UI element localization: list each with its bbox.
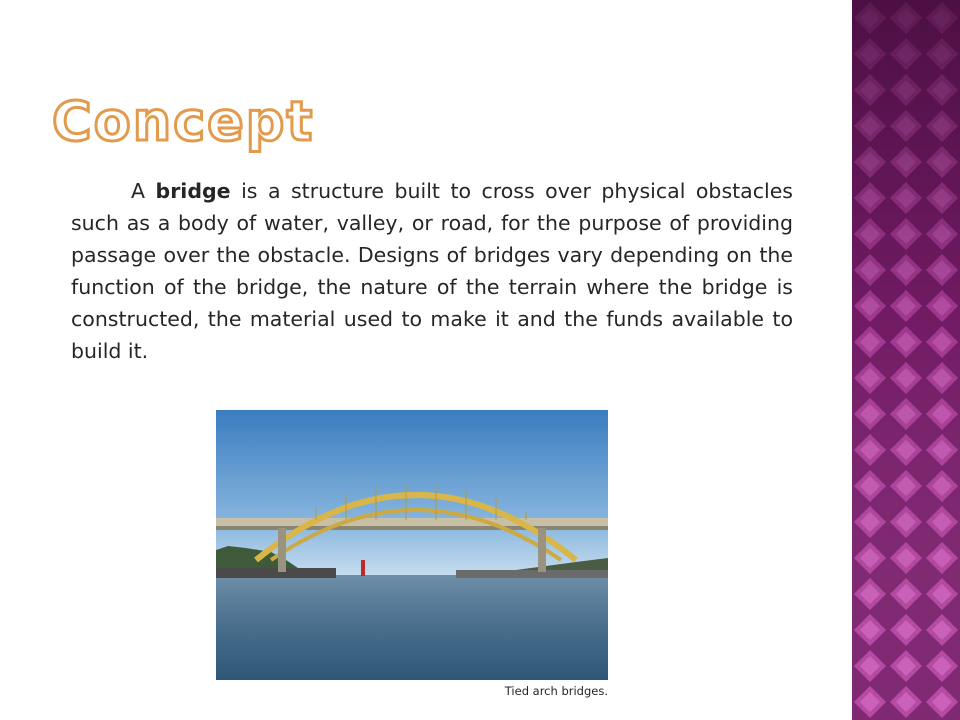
body-bold-term: bridge <box>155 179 231 203</box>
bridge-photo <box>216 410 608 680</box>
body-prefix: A <box>131 179 156 203</box>
slide-title: Concept <box>52 90 315 153</box>
decorative-sidebar <box>852 0 960 720</box>
body-rest: is a structure built to cross over physical obstacles such as a body of water, valley, or road, for the purpose of providing passage over the obstacle. Designs of bridges vary depending on the function of the bridge, the nature of the terrain where the bridge is constructed, the material used to make it and the funds available to build it. <box>71 179 793 363</box>
photo-caption: Tied arch bridges. <box>504 684 608 698</box>
slide-body-text <box>71 175 793 367</box>
